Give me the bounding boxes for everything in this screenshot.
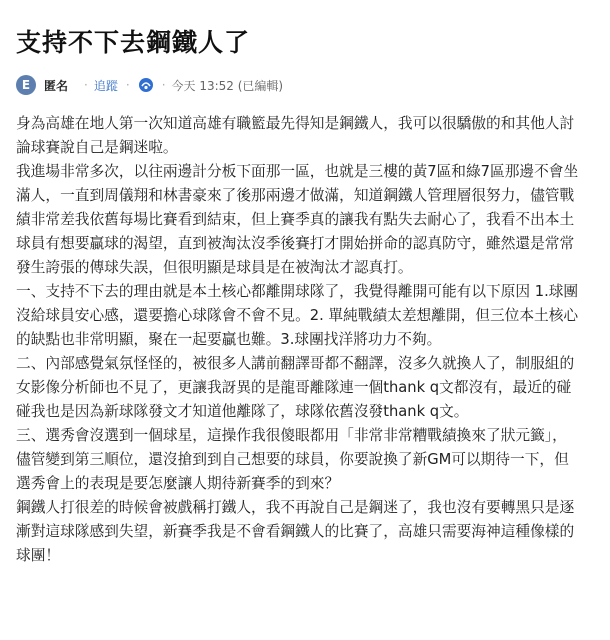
- post-meta: [16, 74, 580, 96]
- separator-dot: ·: [161, 78, 166, 92]
- post-paragraph: 我進場非常多次，以往兩邊計分板下面那一區，也就是三樓的黃7區和綠7區那邊不會坐滿人，一直到周儀翔和林書豪來了後那兩邊才做滿，知道鋼鐵人管理層很努力，儘管戰績非常差我依舊每場比賽看到結束，但上賽季真的讓我有點失去耐心了，我看不出本土球員有想要贏球的渴望，直到被淘汰沒季後賽打才開始拼命的認真防守，雖然還是常常發生誇張的傳球失誤，但很明顯是球員是在被淘汰才認真打。: [16, 163, 579, 276]
- post-paragraph: 三、選秀會沒選到一個球星，這操作我很傻眼都用「非常非常糟戰績換來了狀元籤」，儘管變到第三順位，還沒搶到到自己想要的球員，你要說換了新GM可以期待一下，但選秀會上的表現是要怎麼讓人期待新賽季的到來？: [16, 427, 569, 492]
- post-paragraph: 鋼鐵人打很差的時候會被戲稱打鐵人，我不再說自己是鋼迷了，我也沒有要轉黑只是逐漸對這球隊感到失望，新賽季我是不會看鋼鐵人的比賽了，高雄只需要海神這種像樣的球團！: [16, 499, 575, 564]
- author-name[interactable]: 匿名: [44, 78, 69, 93]
- post-paragraph: 一、支持不下去的理由就是本土核心都離開球隊了，我覺得離開可能有以下原因 1.球團沒給球員安心感，還要擔心球隊會不會不見。2. 單純戰績太差想離開，但三位本土核心的缺點也非常明顯，聚在一起要贏也難。3.球團找洋將功力不夠。: [16, 283, 579, 348]
- board-icon[interactable]: [138, 77, 154, 93]
- post-paragraph: 二、內部感覺氣氛怪怪的，被很多人講前翻譯哥都不翻譯，沒多久就換人了，制服組的女影像分析師也不見了，更讓我訝異的是龍哥離隊連一個thank q文都沒有，最近的碰碰我也是因為新球隊發文才知道他離隊了，球隊依舊沒發thank q文。: [16, 355, 575, 420]
- post-paragraph: 身為高雄在地人第一次知道高雄有職籃最先得知是鋼鐵人，我可以很驕傲的和其他人討論球賽說自己是鋼迷啦。: [16, 115, 575, 156]
- post-title: 支持不下去鋼鐵人了: [16, 28, 251, 57]
- follow-button[interactable]: 追蹤: [93, 78, 118, 93]
- post-body: [16, 112, 580, 568]
- separator-dot: ·: [125, 78, 130, 92]
- separator-dot: ·: [84, 78, 88, 92]
- post-timestamp: 今天 13:52 (已編輯): [171, 78, 284, 93]
- avatar[interactable]: E: [16, 75, 36, 95]
